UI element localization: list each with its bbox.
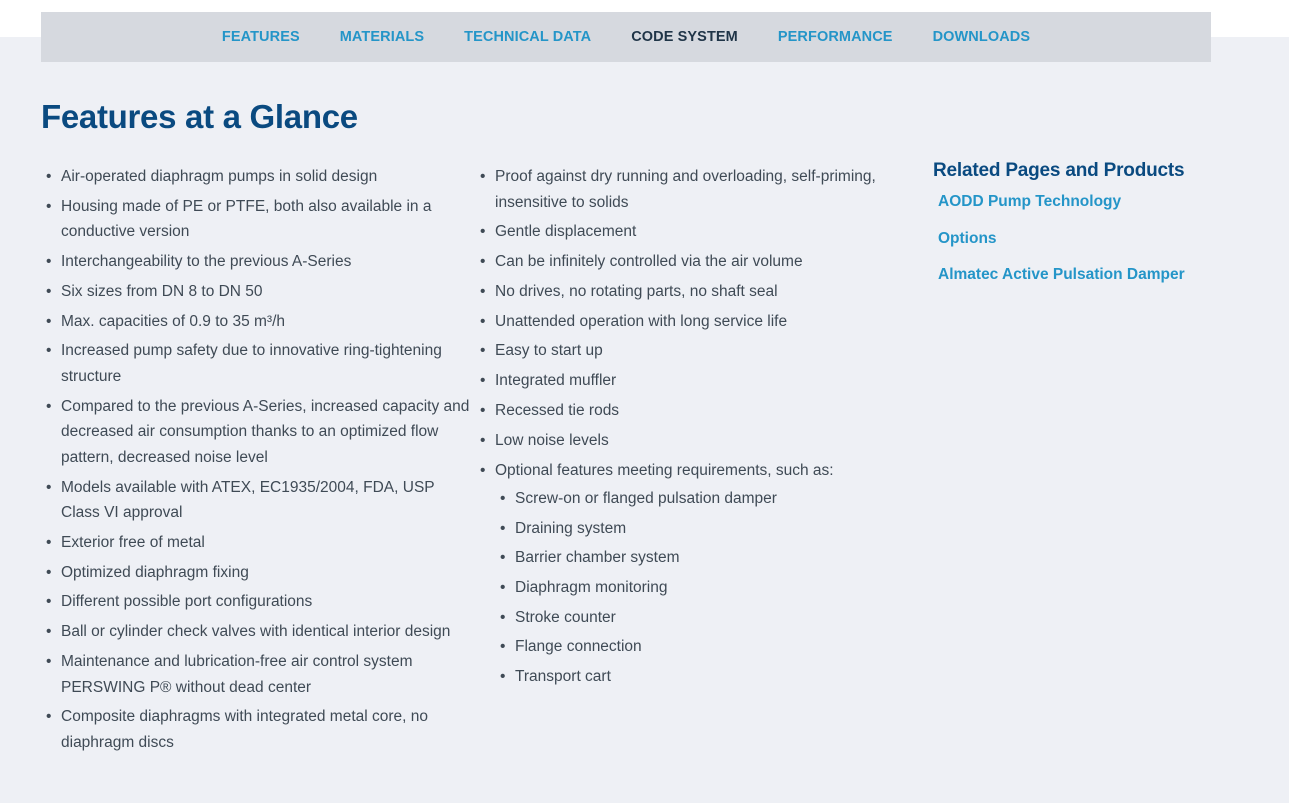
related-link-options[interactable]: Options (938, 229, 997, 247)
feature-item: • Unattended operation with long service life (476, 309, 901, 335)
related-link-pulsation-damper[interactable]: Almatec Active Pulsation Damper (938, 266, 1185, 283)
feature-item: • Max. capacities of 0.9 to 35 m³/h (42, 309, 472, 335)
optional-feature-item: • Transport cart (495, 664, 901, 690)
related-pages-heading: Related Pages and Products (933, 160, 1185, 181)
feature-item: • Interchangeability to the previous A-Series (42, 249, 472, 275)
feature-item: • Different possible port configurations (42, 589, 472, 615)
tab-materials[interactable]: MATERIALS (339, 29, 425, 45)
optional-feature-item: • Stroke counter (495, 605, 901, 631)
optional-feature-item: • Screw-on or flanged pulsation damper (495, 486, 901, 512)
feature-item: • No drives, no rotating parts, no shaft seal (476, 279, 901, 305)
feature-item: • Proof against dry running and overloading, self-priming, insensitive to solids (476, 164, 901, 215)
feature-item: • Air-operated diaphragm pumps in solid design (42, 164, 472, 190)
page-title: Features at a Glance (41, 98, 358, 135)
feature-item: • Six sizes from DN 8 to DN 50 (42, 279, 472, 305)
tab-technical-data[interactable]: TECHNICAL DATA (464, 29, 592, 45)
feature-item: • Low noise levels (476, 428, 901, 454)
feature-item: • Ball or cylinder check valves with identical interior design (42, 619, 472, 645)
feature-item: • Exterior free of metal (42, 530, 472, 556)
optional-feature-item: • Diaphragm monitoring (495, 575, 901, 601)
features-list-middle (476, 164, 901, 694)
feature-item: • Easy to start up (476, 338, 901, 364)
feature-item: • Can be infinitely controlled via the air volume (476, 249, 901, 275)
feature-item: • Integrated muffler (476, 368, 901, 394)
tab-code-system[interactable]: CODE SYSTEM (631, 29, 738, 45)
features-list-left (42, 164, 472, 760)
feature-item: • Increased pump safety due to innovative ring-tightening structure (42, 338, 472, 389)
feature-item: • Models available with ATEX, EC1935/2004, FDA, USP Class VI approval (42, 475, 472, 526)
tab-performance[interactable]: PERFORMANCE (777, 29, 893, 45)
feature-item: • Composite diaphragms with integrated metal core, no diaphragm discs (42, 704, 472, 755)
optional-features-list (495, 486, 901, 689)
feature-item: • Maintenance and lubrication-free air control system PERSWING P® without dead center (42, 649, 472, 700)
optional-features-item (476, 458, 901, 690)
section-tab-bar (41, 12, 1211, 62)
feature-item: • Optimized diaphragm fixing (42, 560, 472, 586)
feature-item: • Gentle displacement (476, 219, 901, 245)
tab-features[interactable]: FEATURES (221, 29, 300, 45)
feature-item: • Recessed tie rods (476, 398, 901, 424)
tab-downloads[interactable]: DOWNLOADS (932, 29, 1031, 45)
optional-features-label: Optional features meeting requirements, such as: (495, 461, 834, 479)
related-pages-panel (933, 160, 1233, 302)
related-link-aodd-pump-technology[interactable]: AODD Pump Technology (938, 193, 1122, 210)
optional-feature-item: • Flange connection (495, 634, 901, 660)
feature-item: • Compared to the previous A-Series, increased capacity and decreased air consumption thanks to an optimized flow pattern, decreased noise level (42, 394, 472, 471)
optional-feature-item: • Barrier chamber system (495, 545, 901, 571)
optional-feature-item: • Draining system (495, 516, 901, 542)
feature-item: • Housing made of PE or PTFE, both also available in a conductive version (42, 194, 472, 245)
